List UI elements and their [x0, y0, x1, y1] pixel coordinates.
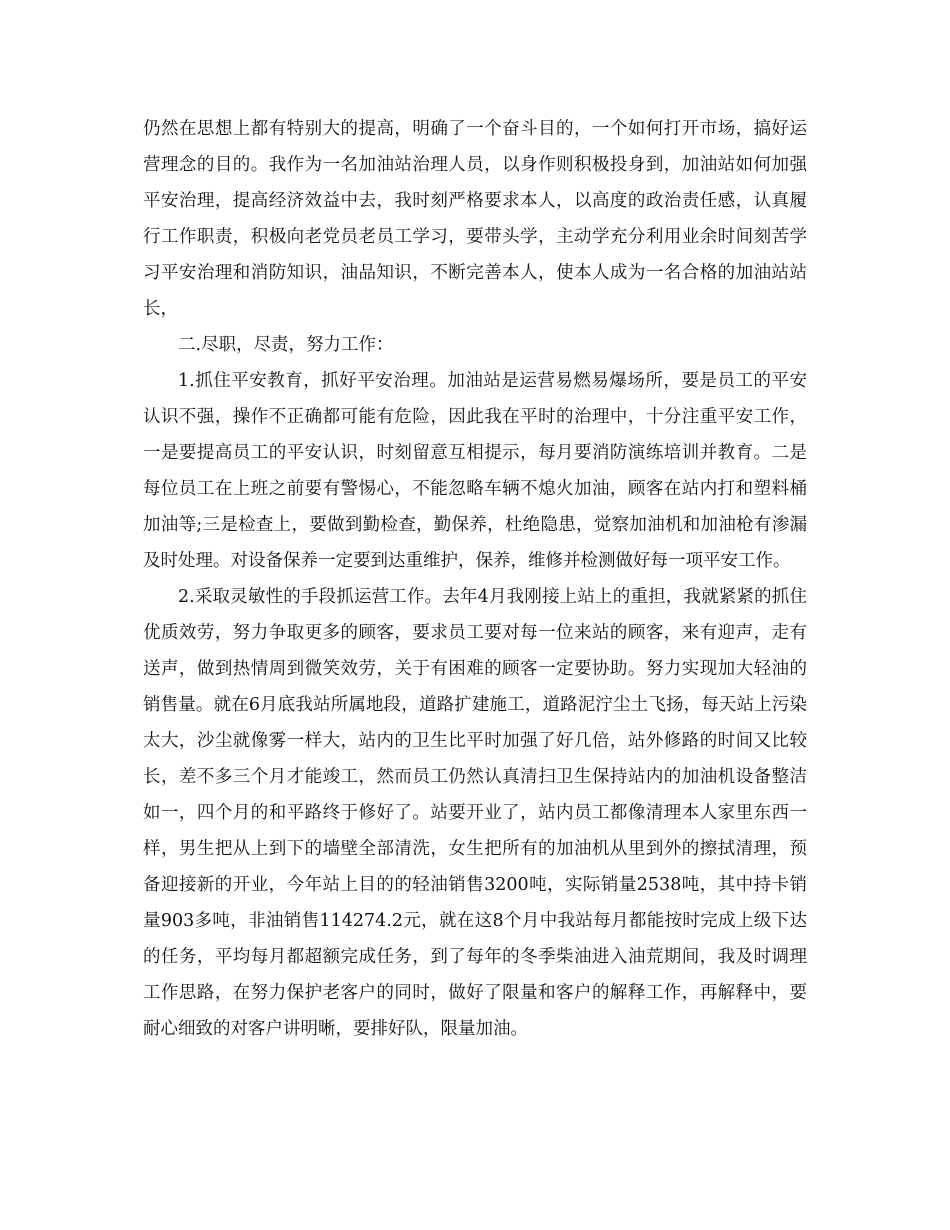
body-text	[143, 111, 807, 1047]
section-heading: 二.尽职，尽责，努力工作：	[178, 335, 394, 355]
paragraph-safety: 1.抓住平安教育，抓好平安治理。加油站是运营易燃易爆场所，要是员工的平安认识不强，操作不正确都可能有危险，因此我在平时的治理中，十分注重平安工作，一是要提高员工的平安认识，时刻留意互相提示，每月要消防演练培训并教育。二是每位员工在上班之前要有警惕心，不能忽略车辆不熄火加油，顾客在站内打和塑料桶加油等;三是检查上，要做到勤检查，勤保养，杜绝隐患，觉察加油机和加油枪有渗漏及时处理。对设备保养一定要到达重维护，保养，维修并检测做好每一项平安工作。	[143, 371, 807, 571]
paragraph-intro: 仍然在思想上都有特别大的提高，明确了一个奋斗目的，一个如何打开市场，搞好运营理念的目的。我作为一名加油站治理人员，以身作则积极投身到，加油站如何加强平安治理，提高经济效益中去，我时刻严格要求本人，以高度的政治责任感，认真履行工作职责，积极向老党员老员工学习，要带头学，主动学充分利用业余时间刻苦学习平安治理和消防知识，油品知识，不断完善本人，使本人成为一名合格的加油站站长，	[143, 119, 807, 319]
paragraph-operations: 2.采取灵敏性的手段抓运营工作。去年4月我刚接上站上的重担，我就紧紧的抓住优质效劳，努力争取更多的顾客，要求员工要对每一位来站的顾客，来有迎声，走有送声，做到热情周到微笑效劳，关于有困难的顾客一定要协助。努力实现加大轻油的销售量。就在6月底我站所属地段，道路扩建施工，道路泥泞尘土飞扬，每天站上污染太大，沙尘就像雾一样大，站内的卫生比平时加强了好几倍，站外修路的时间又比较长，差不多三个月才能竣工，然而员工仍然认真清扫卫生保持站内的加油机设备整洁如一，四个月的和平路终于修好了。站要开业了，站内员工都像清理本人家里东西一样，男生把从上到下的墙壁全部清洗，女生把所有的加油机从里到外的擦拭清理，预备迎接新的开业，今年站上目的的轻油销售3200吨，实际销量2538吨，其中持卡销量903多吨，非油销售114274.2元，就在这8个月中我站每月都能按时完成上级下达的任务，平均每月都超额完成任务，到了每年的冬季柴油进入油荒期间，我及时调理工作思路，在努力保护老客户的同时，做好了限量和客户的解释工作，再解释中，要耐心细致的对客户讲明晰，要排好队，限量加油。	[143, 587, 807, 1039]
